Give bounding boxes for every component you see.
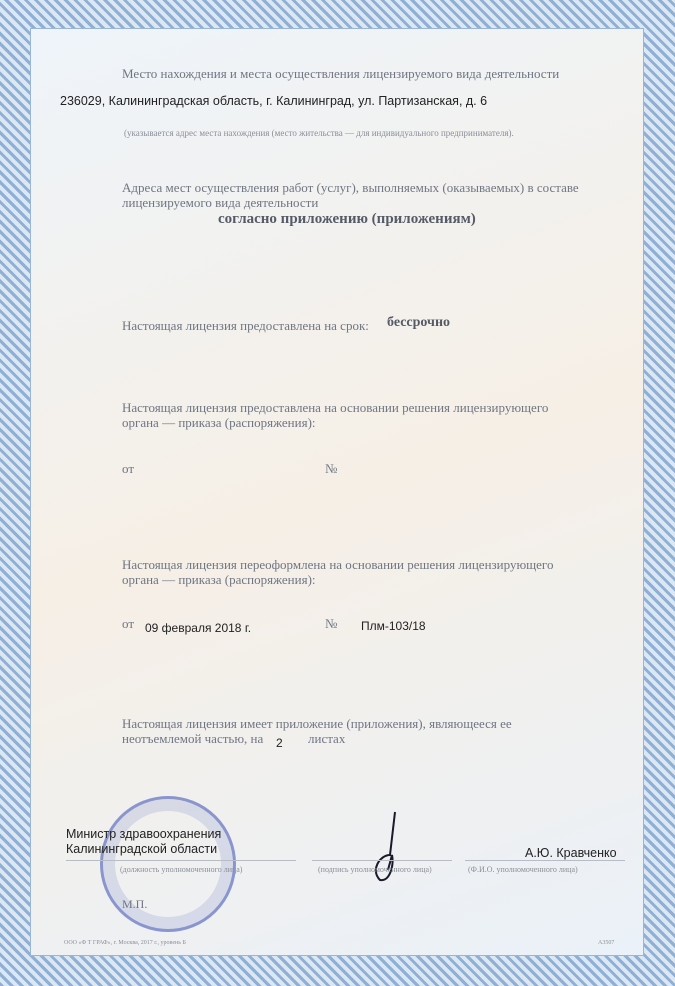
location-heading: Место нахождения и места осуществления лицензируемого вида деятельности [122,66,560,81]
position-line-1: Министр здравоохранения [66,827,222,841]
address-hint: (указывается адрес места нахождения (место жительства — для индивидуального предпринимателя). [124,128,514,138]
name-hint: (Ф.И.О. уполномоченного лица) [468,865,578,874]
term-label: Настоящая лицензия предоставлена на срок: [122,318,369,333]
seal-label: М.П. [122,897,148,911]
address: 236029, Калининградская область, г. Калининград, ул. Партизанская, д. 6 [60,94,488,108]
position-line [66,860,296,861]
official-seal [100,796,236,932]
reissue-line-2: органа — приказа (распоряжения): [122,572,316,587]
signer-name: А.Ю. Кравченко [525,846,617,860]
serial-number: А3507 [598,940,615,946]
signature-line [312,860,452,861]
signature-hint: (подпись уполномоченного лица) [318,865,432,874]
reissue-date: 09 февраля 2018 г. [145,621,252,635]
reissue-number: Плм-103/18 [361,619,426,633]
basis-line-1: Настоящая лицензия предоставлена на основании решения лицензирующего [122,400,549,415]
position-line-2: Калининградской области [66,842,218,856]
appendix-count: 2 [276,736,283,750]
basis-from-label: от [122,461,135,476]
term-value: бессрочно [387,315,451,330]
reissue-line-1: Настоящая лицензия переоформлена на основании решения лицензирующего [122,557,554,572]
reissue-from-label: от [122,616,135,631]
work-places-heading-2: лицензируемого вида деятельности [122,195,319,210]
reissue-number-label: № [325,616,338,631]
appendix-line-2: неотъемлемой частью, на [122,731,264,746]
appendix-line-1: Настоящая лицензия имеет приложение (приложения), являющееся ее [122,716,512,731]
appendix-sheets: листах [308,731,346,746]
work-places-heading-1: Адреса мест осуществления работ (услуг), выполняемых (оказываемых) в составе [122,180,579,195]
position-hint: (должность уполномоченного лица) [120,865,243,874]
work-places-value: согласно приложению (приложениям) [218,211,476,227]
basis-line-2: органа — приказа (распоряжения): [122,415,316,430]
printer-info: ООО «Ф Т ГРАФ», г. Москва, 2017 г., уровень Б [64,940,186,946]
basis-number-label: № [325,461,338,476]
name-line [465,860,625,861]
